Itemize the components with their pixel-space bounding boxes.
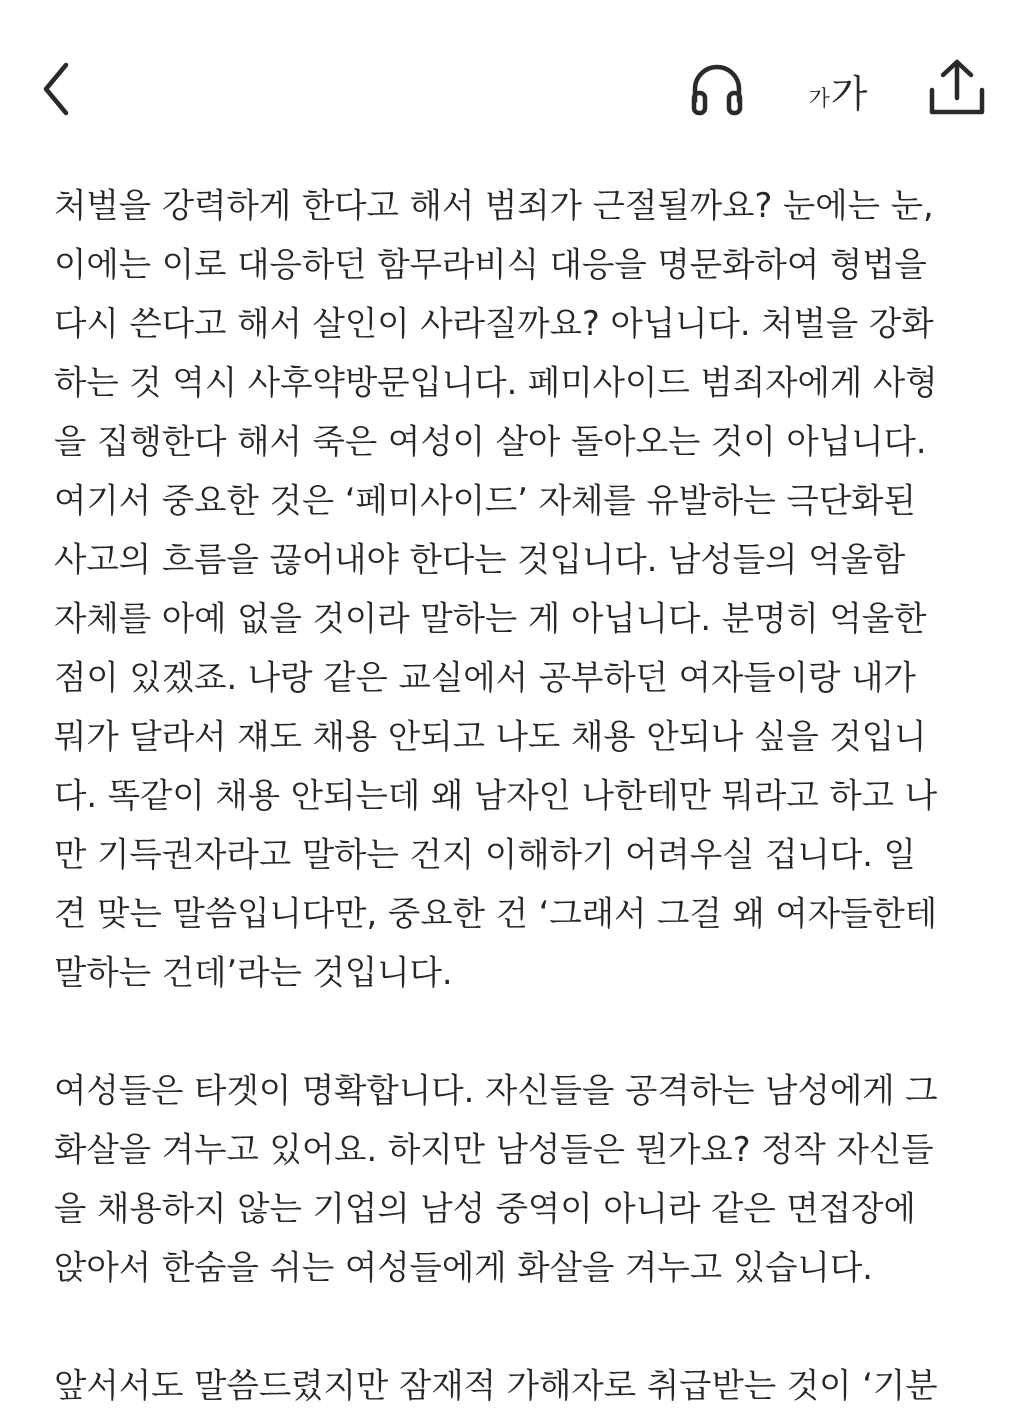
font-size-large-label: 가 [830, 71, 868, 116]
back-button[interactable] [26, 54, 86, 124]
article-body [54, 176, 989, 1415]
font-size-small-label: 가 [808, 86, 830, 112]
article-line: 화살을 겨누고 있어요. 하지만 남성들은 뭔가요? 정작 자신들 [54, 1130, 934, 1169]
article-line: 하는 것 역시 사후약방문입니다. 페미사이드 범죄자에게 사형 [54, 363, 938, 402]
audio-button[interactable] [682, 56, 752, 122]
font-size-button[interactable] [798, 60, 878, 120]
article-line: 여기서 중요한 것은 ‘페미사이드’ 자체를 유발하는 극단화된 [54, 481, 916, 520]
article-line: 다. 똑같이 채용 안되는데 왜 남자인 나한테만 뭐라고 하고 나 [54, 776, 938, 815]
article-line: 만 기득권자라고 말하는 건지 이해하기 어려우실 겁니다. 일 [54, 835, 916, 874]
share-icon [926, 56, 988, 118]
article-line: 앞서서도 말씀드렸지만 잠재적 가해자로 취급받는 것이 ‘기분 [54, 1366, 938, 1405]
article-line: 점이 있겠죠. 나랑 같은 교실에서 공부하던 여자들이랑 내가 [54, 658, 916, 697]
article-line: 견 맞는 말씀입니다만, 중요한 건 ‘그래서 그걸 왜 여자들한테 [54, 894, 938, 933]
article-paragraph-3 [54, 1356, 989, 1415]
article-line: 앉아서 한숨을 쉬는 여성들에게 화살을 겨누고 있습니다. [54, 1248, 873, 1287]
article-line: 을 집행한다 해서 죽은 여성이 살아 돌아오는 것이 아닙니다. [54, 422, 927, 461]
article-line: 이에는 이로 대응하던 함무라비식 대응을 명문화하여 형법을 [54, 245, 927, 284]
article-paragraph-2 [54, 1061, 989, 1297]
chevron-left-icon [36, 59, 76, 119]
article-line: 뭐가 달라서 쟤도 채용 안되고 나도 채용 안되나 싶을 것입니 [54, 717, 927, 756]
article-line: 다시 쓴다고 해서 살인이 사라질까요? 아닙니다. 처벌을 강화 [54, 304, 934, 343]
article-paragraph-1 [54, 176, 989, 1002]
share-button[interactable] [922, 52, 992, 122]
paragraph-gap [54, 1002, 989, 1061]
article-line: 여성들은 타겟이 명확합니다. 자신들을 공격하는 남성에게 그 [54, 1071, 938, 1110]
article-line: 처벌을 강력하게 한다고 해서 범죄가 근절될까요? 눈에는 눈, [54, 186, 934, 225]
top-toolbar [0, 0, 1024, 170]
article-line: 자체를 아예 없을 것이라 말하는 게 아닙니다. 분명히 억울한 [54, 599, 927, 638]
paragraph-gap [54, 1297, 989, 1356]
article-line: 말하는 건데’라는 것입니다. [54, 953, 453, 992]
article-line: 사고의 흐름을 끊어내야 한다는 것입니다. 남성들의 억울함 [54, 540, 906, 579]
headphones-icon [687, 59, 747, 119]
article-line: 을 채용하지 않는 기업의 남성 중역이 아니라 같은 면접장에 [54, 1189, 916, 1228]
